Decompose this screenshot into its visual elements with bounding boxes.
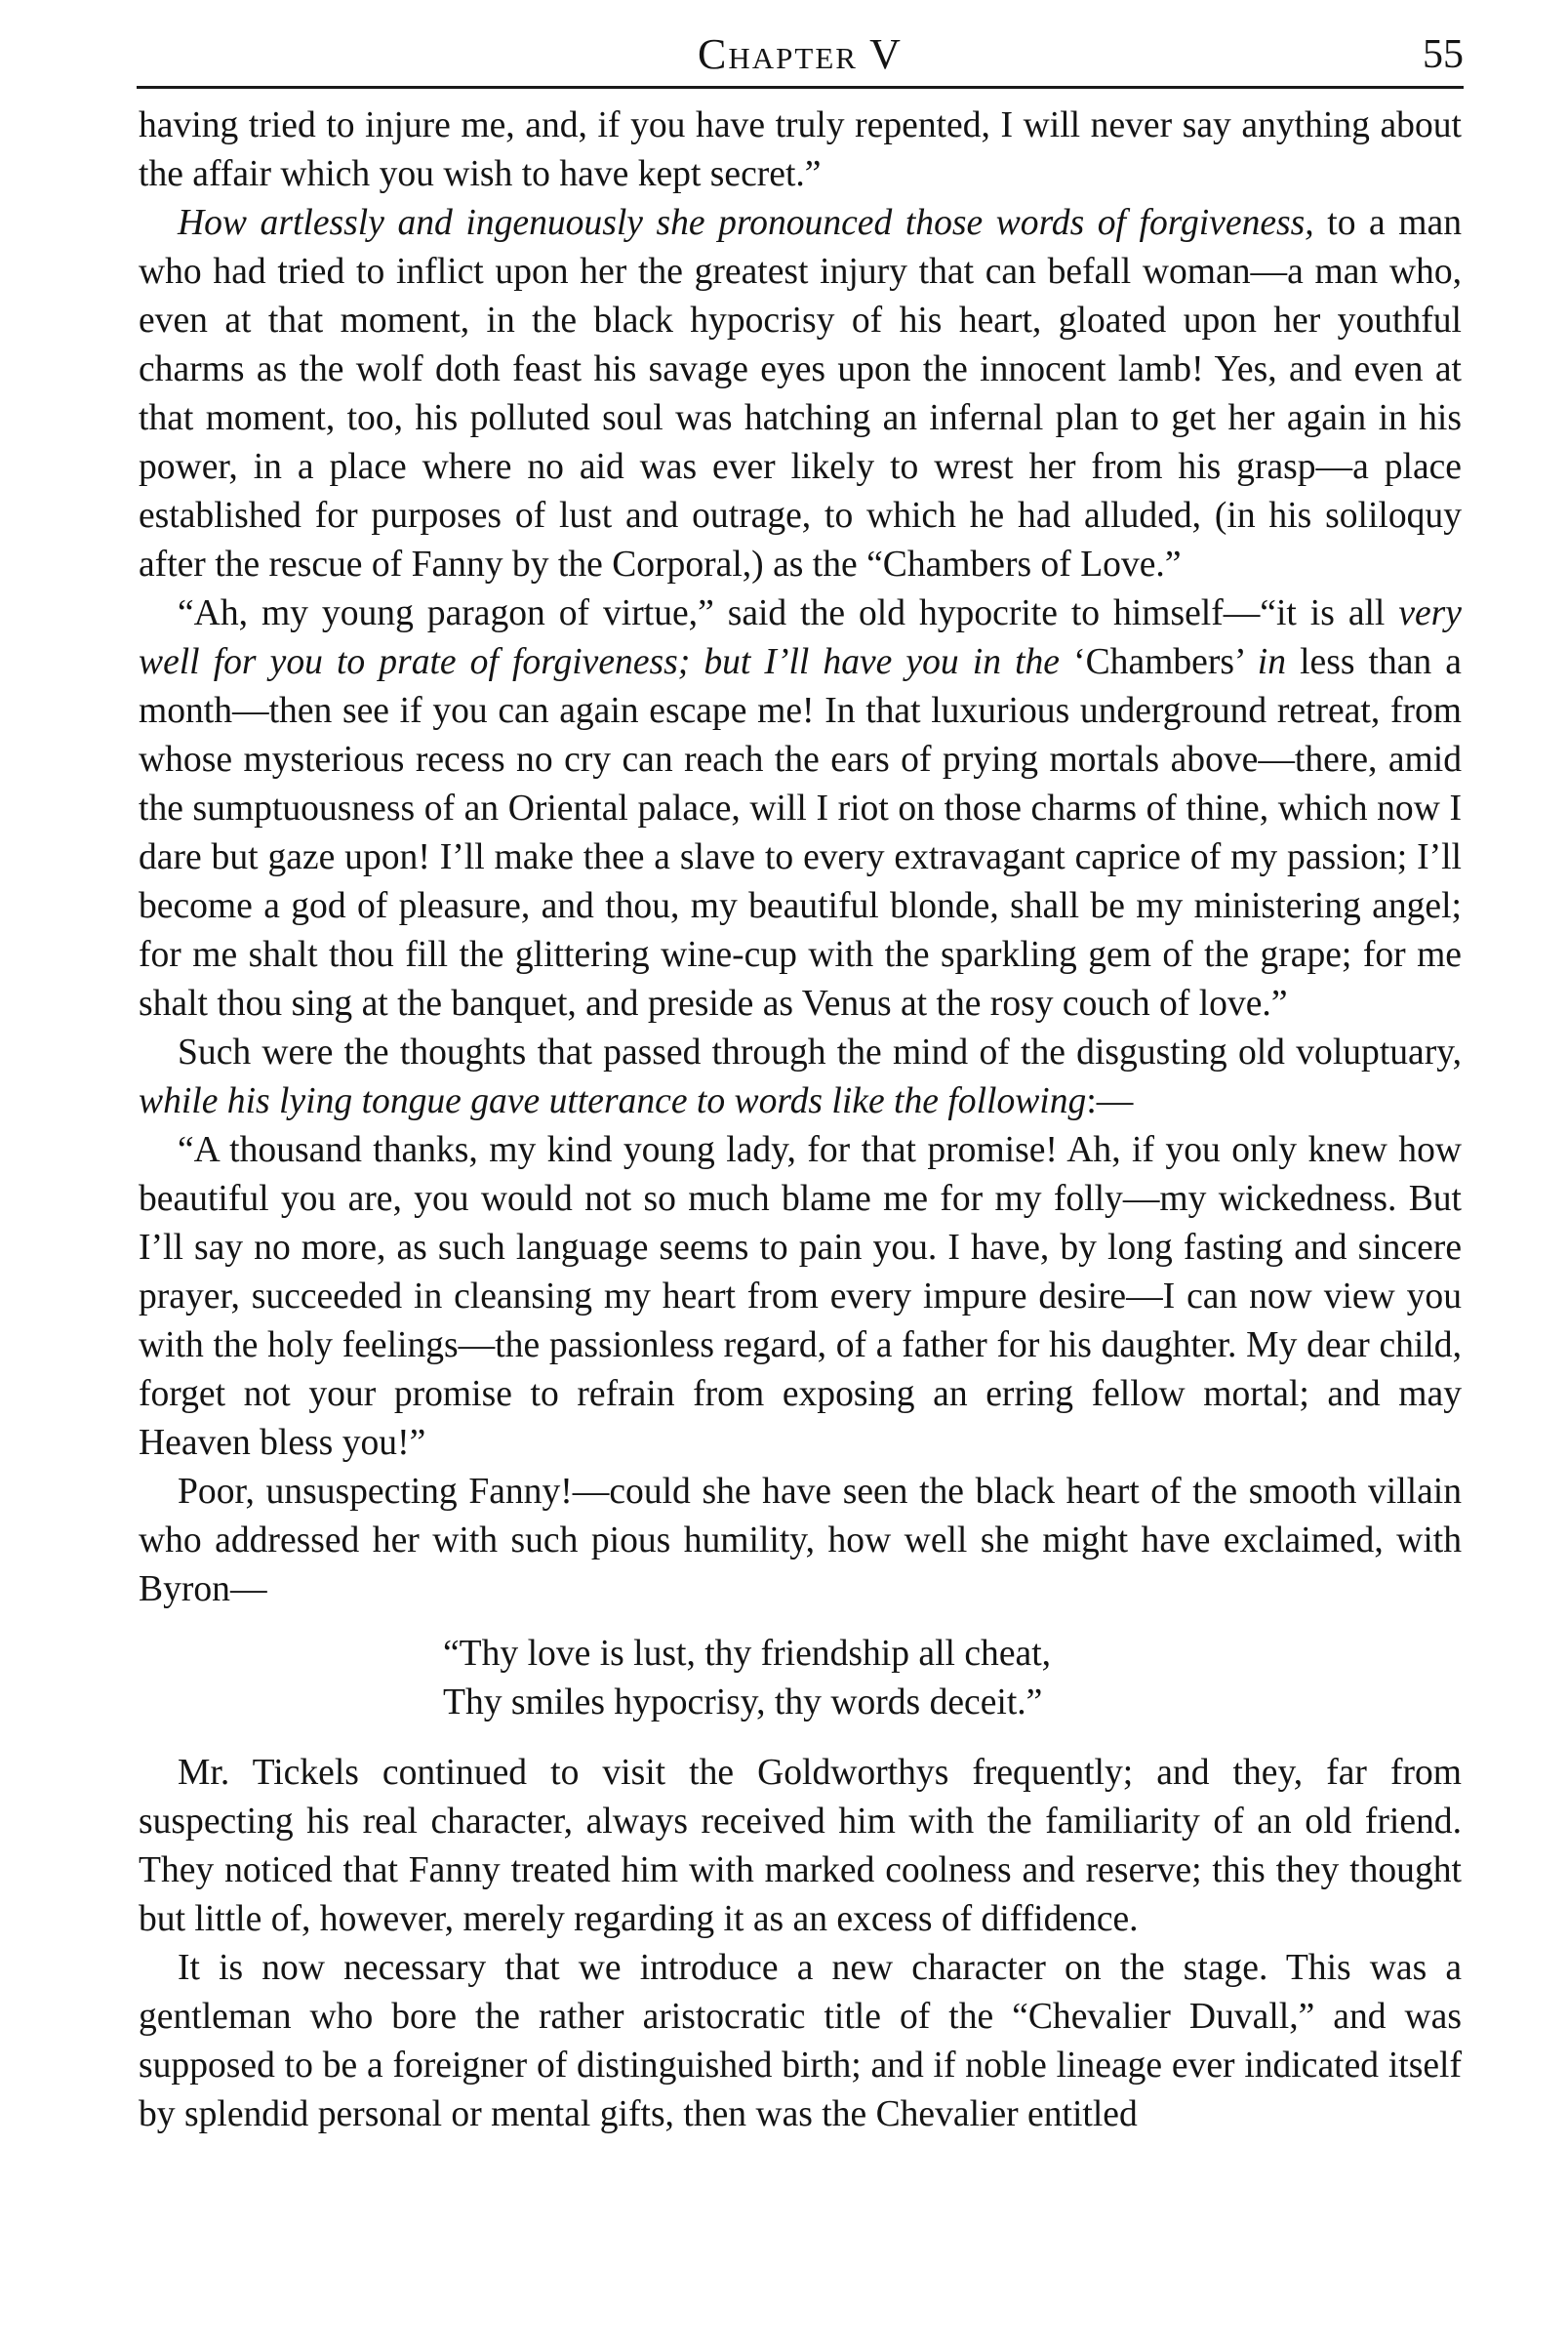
paragraph-3-text-a: “Ah, my young paragon of virtue,” said the old hypocrite to himself—“it is all	[178, 593, 1399, 633]
paragraph-3-italic-1: very well for you to prate of forgiveness; but I’ll have you in the	[139, 593, 1462, 682]
header-rule	[137, 86, 1464, 89]
paragraph-5: “A thousand thanks, my kind young lady, for that promise! Ah, if you only knew how beautiful you are, you would not so much blame me for my folly—my wickedness. But I’ll say no more, as such language seems to pain you. I have, by long fasting and sincere prayer, succeeded in cleansing my heart from every impure desire—I can now view you with the holy feelings—the passionless regard, of a father for his daughter. My dear child, forget not your promise to refrain from exposing an erring fellow mortal; and may Heaven bless you!”	[139, 1130, 1462, 1463]
paragraph-8: It is now necessary that we introduce a new character on the stage. This was a gentleman who bore the rather aristocratic title of the “Chevalier Duvall,” and was supposed to be a foreigner of distinguished birth; and if noble lineage ever indicated itself by splendid personal or mental gifts, then was the Chevalier entitled	[139, 1948, 1462, 2134]
page-number: 55	[1423, 32, 1464, 77]
verse-line-2: Thy smiles hypocrisy, thy words deceit.”	[443, 1682, 1043, 1722]
paragraph-3-text-b: ‘Chambers’	[1060, 642, 1258, 682]
paragraph-7: Mr. Tickels continued to visit the Goldworthys frequently; and they, far from suspecting his real character, always received him with the familiarity of an old friend. They noticed that Fanny treated him with marked coolness and reserve; this they thought but little of, however, merely regarding it as an excess of diffidence.	[139, 1753, 1462, 1939]
paragraph-2-text: to a man who had tried to inflict upon her the greatest injury that can befall woman—a man who, even at that moment, in the black hypocrisy of his heart, gloated upon her youthful charms as the wolf doth feast his savage eyes upon the innocent lamb! Yes, and even at that moment, too, his polluted soul was hatching an infernal plan to get her again in his power, in a place where no aid was ever likely to wrest her from his grasp—a place established for purposes of lust and outrage, to which he had alluded, (in his soliloquy after the rescue of Fanny by the Corporal,) as the “Chambers of Love.”	[139, 203, 1462, 585]
paragraph-3	[139, 589, 1462, 1029]
body-text	[139, 101, 1462, 2139]
paragraph-4-text-a: Such were the thoughts that passed through the mind of the disgusting old voluptuary,	[178, 1033, 1462, 1073]
chapter-title: Chapter V	[698, 30, 903, 78]
paragraph-3-italic-2: in	[1257, 642, 1286, 682]
paragraph-2	[139, 199, 1462, 589]
paragraph-3-text-c: less than a month—then see if you can again escape me! In that luxurious underground retreat, from whose mysterious recess no cry can reach the ears of prying mortals above—there, amid the sumptuousness of an Oriental palace, will I riot on those charms of thine, which now I dare but gaze upon! I’ll make thee a slave to every extravagant caprice of my passion; I’ll become a god of pleasure, and thou, my beautiful blonde, shall be my ministering angel; for me shalt thou fill the glittering wine-cup with the sparkling gem of the grape; for me shalt thou sing at the banquet, and preside as Venus at the rosy couch of love.”	[139, 642, 1462, 1024]
verse-quote	[443, 1630, 1462, 1727]
paragraph-4-italic: while his lying tongue gave utterance to words like the following	[139, 1081, 1087, 1121]
verse-line-1: “Thy love is lust, thy friendship all cheat,	[443, 1634, 1052, 1674]
running-header	[137, 27, 1464, 82]
paragraph-6: Poor, unsuspecting Fanny!—could she have seen the black heart of the smooth villain who addressed her with such pious humility, how well she might have exclaimed, with Byron—	[139, 1472, 1462, 1609]
paragraph-2-italic: How artlessly and ingenuously she pronounced those words of forgiveness,	[178, 203, 1314, 243]
paragraph-1: having tried to injure me, and, if you have truly repented, I will never say anything about the affair which you wish to have kept secret.”	[139, 105, 1462, 194]
paragraph-4	[139, 1029, 1462, 1126]
paragraph-4-text-b: :—	[1086, 1081, 1134, 1121]
